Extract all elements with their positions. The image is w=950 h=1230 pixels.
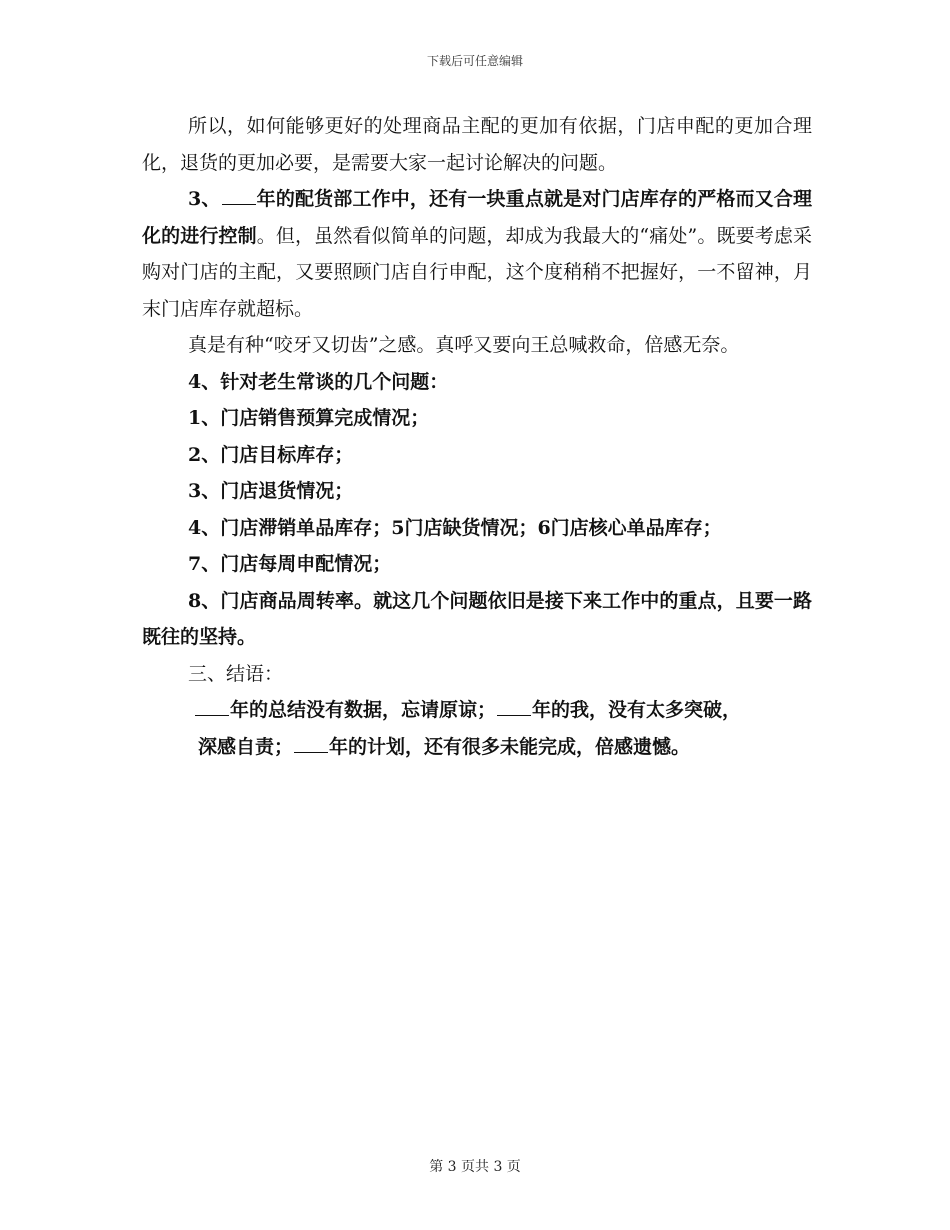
- list-item-4: 4、门店滞销单品库存；5门店缺货情况；6门店核心单品库存；: [188, 516, 722, 539]
- list-item-7: 7、门店每周申配情况；: [188, 553, 392, 575]
- paragraph-2-bold-text: 年的配货部工作中，还有一块重点就是对门店库存的严格而又合理化的进行控制: [142, 188, 812, 247]
- closing-line-2: [142, 729, 812, 766]
- paragraph-1: 所以，如何能够更好的处理商品主配的更加有依据，门店申配的更加合理化，退货的更加必要，是需要大家一起讨论解决的问题。: [142, 115, 812, 174]
- paragraph-2-text: 。但，虽然看似简单的问题，却成为我最大的“痛处”。既要考虑采购对门店的主配，又要照顾门店自行申配，这个度稍稍不把握好，一不留神，月末门店库存就超标。: [142, 224, 812, 320]
- paragraph-4-heading: 4、针对老生常谈的几个问题：: [188, 370, 449, 393]
- list-item-2: 2、门店目标库存；: [188, 443, 354, 466]
- page-footer: 第 3 页共 3 页: [429, 1159, 521, 1175]
- closing-line-2-a: 深感自责；: [198, 735, 294, 758]
- closing-line-1: [142, 692, 812, 729]
- paragraph-2-number: 3、: [188, 188, 221, 210]
- year-blank: [497, 697, 531, 716]
- closing-line-1-a: 年的总结没有数据，忘请原谅；: [230, 699, 497, 721]
- closing-line-2-b: 年的计划，还有很多未能完成，倍感遗憾。: [329, 735, 691, 758]
- paragraph-3: 真是有种“咬牙又切齿”之感。真呼又要向王总喊救命，倍感无奈。: [188, 334, 740, 356]
- closing-line-1-b: 年的我，没有太多突破，: [532, 699, 742, 721]
- list-item-1: 1、门店销售预算完成情况；: [188, 407, 430, 429]
- year-blank: [294, 734, 328, 753]
- paragraph-2: [142, 181, 812, 327]
- year-blank: [195, 697, 229, 716]
- page-header: 下载后可任意编辑: [426, 54, 523, 68]
- paragraph-8: 8、门店商品周转率。就这几个问题依旧是接下来工作中的重点，且要一路既往的坚持。: [142, 589, 812, 648]
- year-blank: [222, 186, 256, 205]
- list-item-3: 3、门店退货情况；: [188, 480, 354, 502]
- document-body: [142, 108, 812, 765]
- section-3-heading: 三、结语：: [188, 662, 284, 685]
